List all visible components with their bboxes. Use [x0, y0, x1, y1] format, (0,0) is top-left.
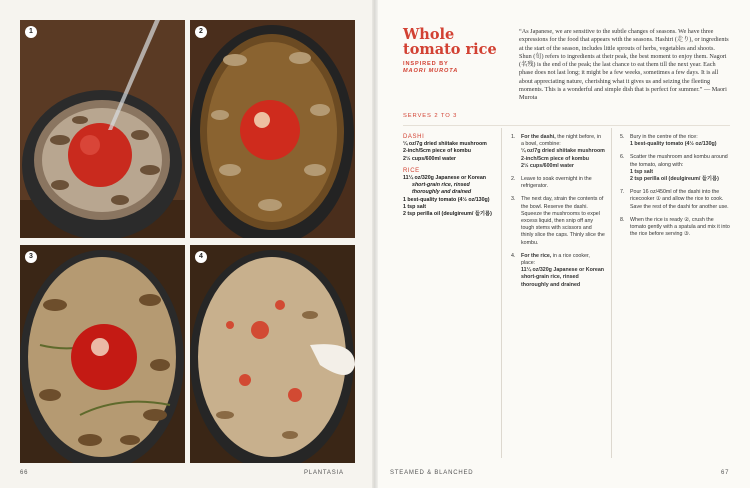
step-text: Scatter the mushroom and kombu around the tomato, along with:	[630, 154, 728, 168]
step-number: 1.	[511, 134, 516, 140]
ingredient-line: 11¼ oz/320g Japanese or Korean	[403, 175, 487, 182]
step-lead: For the rice,	[521, 252, 552, 259]
step-number: 5.	[620, 134, 625, 140]
step-number: 8.	[620, 216, 625, 223]
section-divider	[403, 125, 730, 126]
right-section-title: STEAMED & BLANCHED	[390, 470, 474, 476]
column-divider	[611, 128, 612, 458]
step-text: The next day, strain the contents of the bowl. Reserve the dashi. Squeeze the mushrooms to expel excess liquid, then snip off any tough stems with scissors and thinly slice the caps. Thinly slice the kombu.	[521, 196, 605, 246]
serves-label: SERVES 2 TO 3	[403, 113, 458, 119]
page-gutter	[372, 0, 378, 488]
photo-step-3-illustration	[20, 245, 185, 463]
step-text: Bury in the centre of the rice:	[630, 134, 698, 140]
author-name: MAORI MUROTA	[403, 68, 459, 74]
step-item: 1 best-quality tomato (4½ oz/130g)	[630, 141, 717, 148]
rice-heading: RICE	[403, 167, 420, 174]
step-text: Leave to soak overnight in the refrigerator.	[521, 176, 592, 190]
right-page-number: 67	[721, 470, 730, 476]
photo-number-badge: 2	[195, 26, 207, 38]
ingredient-line: 2-inch/5cm piece of kombu	[403, 148, 471, 155]
method-step-5	[620, 134, 730, 148]
method-step-6	[620, 154, 730, 183]
step-number: 3.	[511, 196, 516, 203]
photo-step-4	[190, 245, 355, 463]
method-step-1	[511, 134, 605, 170]
ingredient-line: ¼ oz/7g dried shiitake mushroom	[403, 141, 487, 148]
ingredient-line: short-grain rice, rinsed	[412, 182, 470, 189]
ingredient-line: 1 best-quality tomato (4½ oz/130g)	[403, 196, 490, 203]
photo-step-3	[20, 245, 185, 463]
photo-number-badge: 3	[25, 251, 37, 263]
step-number: 2.	[511, 176, 516, 183]
photo-step-1-illustration	[20, 20, 185, 238]
step-text: in a rice cooker, place:	[521, 252, 590, 267]
step-number: 6.	[620, 154, 625, 161]
method-step-8	[620, 217, 730, 239]
method-step-3	[511, 196, 605, 246]
method-step-7	[620, 189, 730, 211]
step-number: 4.	[511, 252, 516, 259]
method-column-1	[511, 134, 605, 295]
method-step-4	[511, 253, 605, 289]
method-step-2	[511, 176, 605, 190]
photo-step-1	[20, 20, 185, 238]
dashi-heading: DASHI	[403, 134, 425, 140]
recipe-title	[403, 27, 497, 57]
left-page-number: 66	[20, 470, 29, 476]
column-divider	[501, 128, 502, 458]
recipe-title-line-2: tomato rice	[403, 41, 497, 58]
photo-step-4-illustration	[190, 245, 355, 463]
photo-step-2-illustration	[190, 20, 355, 238]
step-item: 2 tsp perilla oil (deulgireum/ 들기름)	[630, 176, 719, 183]
step-lead: For the dashi,	[521, 134, 556, 140]
photo-number-badge: 4	[195, 251, 207, 263]
ingredient-line: 1 tsp salt	[403, 203, 426, 210]
step-item: ¼ oz/7g dried shiitake mushroom	[521, 148, 605, 155]
photo-step-2	[190, 20, 355, 238]
recipe-title-line-1: Whole	[403, 26, 455, 43]
step-item: 2-inch/5cm piece of kombu	[521, 155, 589, 162]
method-column-2	[620, 134, 730, 244]
ingredients-list	[403, 134, 495, 218]
inspired-by-label: INSPIRED BY	[403, 61, 449, 67]
step-text: the night before, in a bowl, combine:	[521, 134, 602, 148]
ingredient-line: thoroughly and drained	[412, 189, 472, 196]
ingredient-line: 2 tsp perilla oil (deulgireum/ 들기름)	[403, 211, 492, 218]
photo-number-badge: 1	[25, 26, 37, 38]
step-text: When the rice is ready ②, crush the tomato gently with a spatula and mix it into the rice before serving ③.	[630, 216, 730, 238]
step-item: 2½ cups/600ml water	[521, 162, 574, 169]
step-item: 1 tsp salt	[630, 168, 653, 175]
step-item: 11¼ oz/320g Japanese or Korean short-grain rice, rinsed thoroughly and drained	[521, 267, 605, 288]
step-text: Pour 16 oz/450ml of the dashi into the ricecooker ① and allow the rice to cook. Save the rest of the dashi for another use.	[630, 189, 729, 210]
ingredient-line: 2½ cups/600ml water	[403, 155, 456, 162]
intro-quote: “As Japanese, we are sensitive to the subtle changes of seasons. We have three expressions for the food that appears with the seasons. Hashiri (走り), or ingredients at the start of the season, includes little sprouts of herbs, vegetables and shoots. Shun (旬) refers to ingredients at their peak, the best moment to enjoy them. Nagori (名残) is the end of the peak; the last chance to eat them till the next year. Each phase does not last long; it might be a few weeks, sometimes a few days. It is all about appreciating nature, cherishing what it gives us and seizing the fleeting moments. This is a wonderful and simple dish that is perfect for summer.” — Maori Murota	[519, 28, 729, 102]
step-number: 7.	[620, 189, 625, 196]
left-running-title: PLANTASIA	[304, 470, 344, 476]
